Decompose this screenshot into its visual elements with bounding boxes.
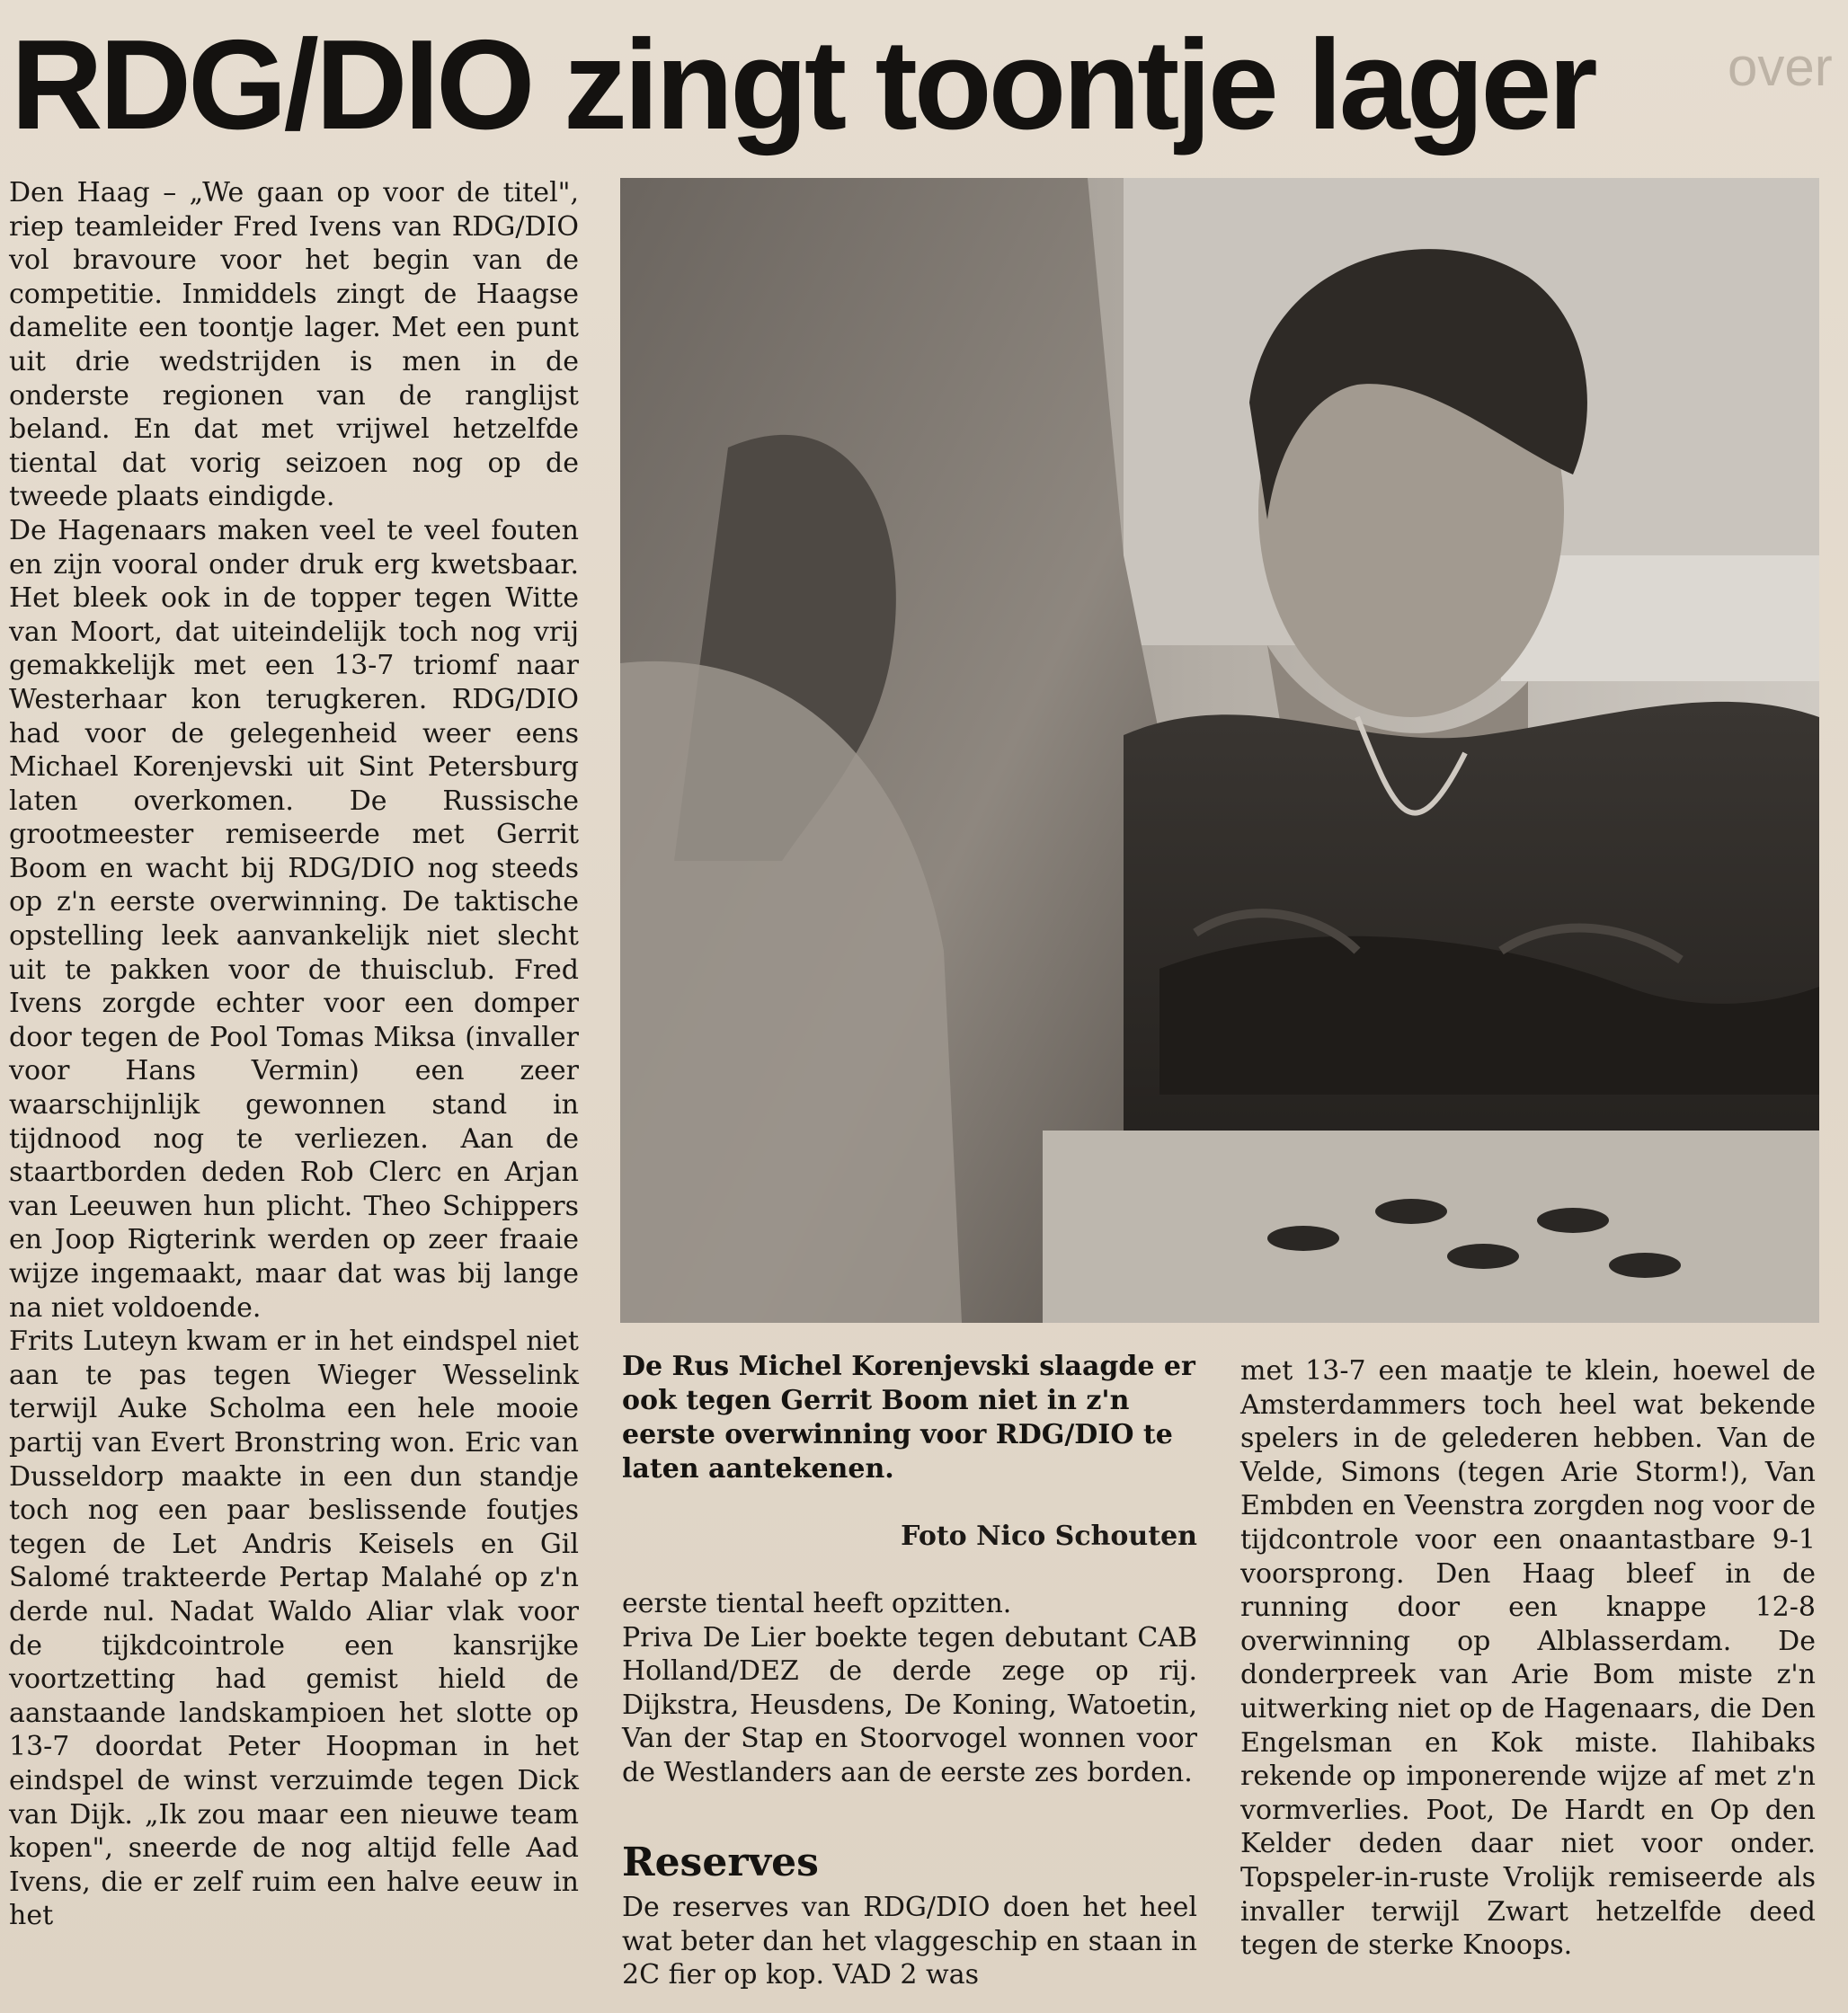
paragraph: De reserves van RDG/DIO doen het heel wat beter dan het vlaggeschip en staan in 2C fier op kop. VAD 2 was <box>622 1892 1197 1991</box>
left-column <box>9 176 579 2009</box>
paragraph: Den Haag – „We gaan op voor de titel", riep teamleider Fred Ivens van RDG/DIO vol bravoure voor het begin van de competitie. Inmiddels zingt de Haagse damelite een toontje lager. Met een punt uit drie wedstrijden is men in de onderste regionen van de ranglijst beland. En dat met vrijwel hetzelfde tiental dat vorig seizoen nog op de tweede plaats eindigde. <box>9 177 579 513</box>
section-subhead: Reserves <box>622 1840 819 1885</box>
middle-column-continued <box>622 1891 1197 2008</box>
paragraph: met 13-7 een maatje te klein, hoewel de Amsterdammers toch heel wat bekende spelers in de gelederen hebben. Van de Velde, Simons (tegen Arie Storm!), Van Embden en Veenstra zorgden nog voor de tijdcontrole voor een onaantastbare 9-1 voorsprong. Den Haag bleef in de running door een knappe 12-8 overwinning op Alblasserdam. De donderpreek van Arie Bom miste z'n uitwerking niet op de Hagenaars, die Den Engelsman en Kok miste. Ilahibaks rekende op imponerende wijze af met z'n vormverlies. Poot, De Hardt en Op den Kelder deden daar niet voor onder. Topspeler-in-ruste Vrolijk remiseerde als invaller terwijl Zwart hetzelfde deed tegen de sterke Knoops. <box>1240 1355 1816 1962</box>
paragraph: Frits Luteyn kwam er in het eindspel niet aan te pas tegen Wieger Wesselink terwijl Auke Scholma een hele mooie partij van Evert Bronstring won. Eric van Dusseldorp maakte in een dun standje toch nog een paar beslissende foutjes tegen de Let Andris Keisels en Gil Salomé trakteerde Pertap Malahé op z'n derde nul. Nadat Waldo Aliar vlak voor de tijkdcointrole een kansrijke voortzetting had gemist hield de aanstaande landskampioen het slotte op 13-7 doordat Peter Hoopman in het eindspel de winst verzuimde tegen Dick van Dijk. „Ik zou maar een nieuwe team kopen", sneerde de nog altijd felle Aad Ivens, die er zelf ruim een halve eeuw in het <box>9 1326 579 1932</box>
photo-illustration <box>620 178 1819 1323</box>
right-column <box>1240 1354 1816 2001</box>
news-photo <box>620 178 1819 1323</box>
photo-credit: Foto Nico Schouten <box>901 1521 1197 1552</box>
paragraph: Priva De Lier boekte tegen debutant CAB Holland/DEZ de derde zege op rij. Dijkstra, Heusdens, De Koning, Watoetin, Van der Stap en Stoorvogel wonnen voor de Westlanders aan de eerste zes borden. <box>622 1621 1197 1788</box>
paragraph: eerste tiental heeft opzitten. <box>622 1588 1012 1619</box>
photo-caption: De Rus Michel Korenjevski slaagde er ook tegen Gerrit Boom niet in z'n eerste overwinning voor RDG/DIO te laten aantekenen. <box>622 1351 1195 1485</box>
adjacent-article-fragment: over <box>1728 37 1833 97</box>
headline: RDG/DIO zingt toontje lager <box>11 13 1595 156</box>
middle-column <box>622 1587 1197 1830</box>
paragraph: De Hagenaars maken veel te veel fouten en zijn vooral onder druk erg kwetsbaar. Het bleek ook in de topper tegen Witte van Moort, dat uiteindelijk toch nog vrij gemakkelijk met een 13-7 triomf naar Westerhaar kon terugkeren. RDG/DIO had voor de gelegenheid weer eens Michael Korenjevski uit Sint Petersburg laten overkomen. De Russische grootmeester remiseerde met Gerrit Boom en wacht bij RDG/DIO nog steeds op z'n eerste overwinning. De taktische opstelling leek aanvankelijk niet slecht uit te pakken voor de thuisclub. Fred Ivens zorgde echter voor een domper door tegen de Pool Tomas Miksa (invaller voor Hans Vermin) een zeer waarschijnlijk gewonnen stand in tijdnood nog te verliezen. Aan de staartborden deden Rob Clerc en Arjan van Leeuwen hun plicht. Theo Schippers en Joop Rigterink werden op zeer fraaie wijze ingemaakt, maar dat was bij lange na niet voldoende. <box>9 514 579 1324</box>
